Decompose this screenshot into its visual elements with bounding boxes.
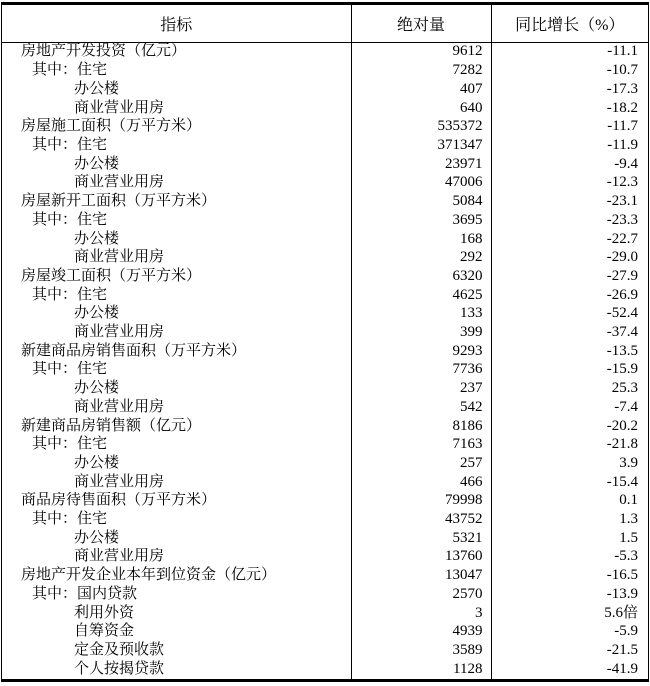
table-row [2, 510, 648, 529]
absolute-value-cell: 407 [351, 80, 491, 99]
growth-value-cell: -21.8 [606, 436, 638, 453]
table-row [2, 80, 648, 99]
absolute-value-cell: 466 [351, 473, 491, 492]
growth-value-cell: -22.7 [606, 230, 638, 247]
indicator-cell: 自筹资金 [2, 622, 351, 641]
absolute-value-cell: 13047 [351, 566, 491, 585]
table-row [2, 566, 648, 585]
indicator-cell: 利用外资 [2, 604, 351, 623]
absolute-value-cell: 7282 [351, 61, 491, 80]
indicator-cell: 商业营业用房 [2, 398, 351, 417]
table-row [2, 342, 648, 361]
absolute-value-cell: 168 [351, 230, 491, 249]
indicator-cell: 新建商品房销售面积（万平方米） [2, 342, 351, 361]
table-row [2, 174, 648, 193]
absolute-value-cell: 7163 [351, 435, 491, 454]
table-row [2, 304, 648, 323]
absolute-value-cell: 3 [351, 604, 491, 623]
table-row [2, 379, 648, 398]
growth-value-cell: -26.9 [606, 286, 638, 303]
table-row [2, 61, 648, 80]
indicator-cell: 其中：住宅 [2, 136, 351, 155]
growth-value-cell: -15.9 [606, 361, 638, 378]
growth-value-cell: -10.7 [606, 62, 638, 79]
growth-value-cell: -23.3 [606, 211, 638, 228]
growth-value-cell: -52.4 [606, 305, 638, 322]
absolute-value-cell: 640 [351, 99, 491, 118]
indicator-cell: 其中：住宅 [2, 286, 351, 305]
absolute-value-cell: 542 [351, 398, 491, 417]
indicator-cell: 办公楼 [2, 379, 351, 398]
table-row [2, 136, 648, 155]
table-row [2, 641, 648, 660]
indicator-cell: 其中：国内贷款 [2, 585, 351, 604]
indicator-cell: 房屋新开工面积（万平方米） [2, 192, 351, 211]
absolute-value-cell: 23971 [351, 155, 491, 174]
table-row [2, 492, 648, 511]
growth-value-cell: -9.4 [614, 155, 638, 172]
growth-value-cell: -41.9 [606, 660, 638, 677]
table-row [2, 585, 648, 604]
absolute-value-cell: 1128 [351, 660, 491, 679]
table-row [2, 454, 648, 473]
table-row [2, 42, 648, 61]
table-row [2, 622, 648, 641]
growth-value-cell: -20.2 [606, 417, 638, 434]
indicator-cell: 房屋施工面积（万平方米） [2, 117, 351, 136]
indicator-cell: 其中：住宅 [2, 510, 351, 529]
growth-value-cell: -11.7 [607, 118, 638, 135]
real-estate-statistics-table [2, 5, 648, 679]
indicator-cell: 办公楼 [2, 529, 351, 548]
absolute-value-cell: 237 [351, 379, 491, 398]
growth-value-cell: -11.9 [607, 136, 638, 153]
growth-value-cell: -7.4 [614, 398, 638, 415]
growth-value-cell: -13.9 [606, 585, 638, 602]
absolute-value-cell: 292 [351, 248, 491, 267]
indicator-cell: 商业营业用房 [2, 323, 351, 342]
table-frame [1, 2, 649, 682]
growth-value-cell: -15.4 [606, 473, 638, 490]
absolute-value-cell: 4625 [351, 286, 491, 305]
growth-value-cell: -37.4 [606, 324, 638, 341]
indicator-cell: 房屋竣工面积（万平方米） [2, 267, 351, 286]
indicator-cell: 商品房待售面积（万平方米） [2, 492, 351, 511]
growth-value-cell: 3.9 [619, 454, 638, 471]
growth-value-cell: -13.5 [606, 342, 638, 359]
indicator-cell: 办公楼 [2, 80, 351, 99]
indicator-cell: 商业营业用房 [2, 99, 351, 118]
column-header-indicator: 指标 [2, 5, 351, 42]
column-header-yoy-growth: 同比增长（%） [491, 5, 648, 42]
indicator-cell: 办公楼 [2, 155, 351, 174]
absolute-value-cell: 43752 [351, 510, 491, 529]
absolute-value-cell: 2570 [351, 585, 491, 604]
indicator-cell: 其中：住宅 [2, 435, 351, 454]
growth-value-cell: -18.2 [606, 99, 638, 116]
growth-value-cell: -16.5 [606, 567, 638, 584]
indicator-cell: 定金及预收款 [2, 641, 351, 660]
table-row [2, 211, 648, 230]
indicator-cell: 办公楼 [2, 230, 351, 249]
absolute-value-cell: 3695 [351, 211, 491, 230]
absolute-value-cell: 535372 [351, 117, 491, 136]
growth-value-cell: -5.9 [614, 623, 638, 640]
growth-value-cell: 5.6倍 [604, 604, 638, 621]
absolute-value-cell: 7736 [351, 361, 491, 380]
indicator-cell: 其中：住宅 [2, 361, 351, 380]
table-row [2, 248, 648, 267]
table-row [2, 286, 648, 305]
table-row [2, 192, 648, 211]
absolute-value-cell: 4939 [351, 622, 491, 641]
absolute-value-cell: 133 [351, 304, 491, 323]
growth-value-cell: -11.1 [607, 43, 638, 60]
table-row [2, 548, 648, 567]
table-row [2, 155, 648, 174]
table-row [2, 323, 648, 342]
column-header-absolute-amount: 绝对量 [351, 5, 491, 42]
growth-value-cell: -29.0 [606, 249, 638, 266]
absolute-value-cell: 5321 [351, 529, 491, 548]
growth-value-cell: -27.9 [606, 267, 638, 284]
indicator-cell: 商业营业用房 [2, 174, 351, 193]
table-row [2, 230, 648, 249]
absolute-value-cell: 399 [351, 323, 491, 342]
indicator-cell: 办公楼 [2, 304, 351, 323]
table-row [2, 473, 648, 492]
absolute-value-cell: 47006 [351, 174, 491, 193]
growth-value-cell: 25.3 [611, 380, 638, 397]
table-row [2, 361, 648, 380]
growth-value-cell: 0.1 [619, 492, 638, 509]
growth-value-cell: -12.3 [606, 174, 638, 191]
indicator-cell: 商业营业用房 [2, 473, 351, 492]
absolute-value-cell: 13760 [351, 548, 491, 567]
indicator-cell: 其中：住宅 [2, 61, 351, 80]
indicator-cell: 其中：住宅 [2, 211, 351, 230]
absolute-value-cell: 257 [351, 454, 491, 473]
growth-value-cell: 1.5 [619, 529, 638, 546]
table-row [2, 660, 648, 679]
indicator-cell: 房地产开发投资（亿元） [2, 42, 351, 61]
table-row [2, 417, 648, 436]
indicator-cell: 新建商品房销售额（亿元） [2, 417, 351, 436]
absolute-value-cell: 79998 [351, 492, 491, 511]
absolute-value-cell: 9293 [351, 342, 491, 361]
absolute-value-cell: 371347 [351, 136, 491, 155]
indicator-cell: 个人按揭贷款 [2, 660, 351, 679]
table-row [2, 398, 648, 417]
indicator-cell: 商业营业用房 [2, 248, 351, 267]
table-row [2, 267, 648, 286]
absolute-value-cell: 5084 [351, 192, 491, 211]
growth-value-cell: -5.3 [614, 548, 638, 565]
header-row [2, 5, 648, 42]
table-row [2, 604, 648, 623]
absolute-value-cell: 8186 [351, 417, 491, 436]
table-row [2, 435, 648, 454]
growth-value-cell: -21.5 [606, 641, 638, 658]
absolute-value-cell: 6320 [351, 267, 491, 286]
indicator-cell: 商业营业用房 [2, 548, 351, 567]
absolute-value-cell: 9612 [351, 42, 491, 61]
table-row [2, 529, 648, 548]
indicator-cell: 办公楼 [2, 454, 351, 473]
table-row [2, 99, 648, 118]
growth-value-cell: -17.3 [606, 80, 638, 97]
table-row [2, 117, 648, 136]
growth-value-cell: 1.3 [619, 511, 638, 528]
indicator-cell: 房地产开发企业本年到位资金（亿元） [2, 566, 351, 585]
growth-value-cell: -23.1 [606, 193, 638, 210]
table-body [2, 42, 648, 679]
absolute-value-cell: 3589 [351, 641, 491, 660]
